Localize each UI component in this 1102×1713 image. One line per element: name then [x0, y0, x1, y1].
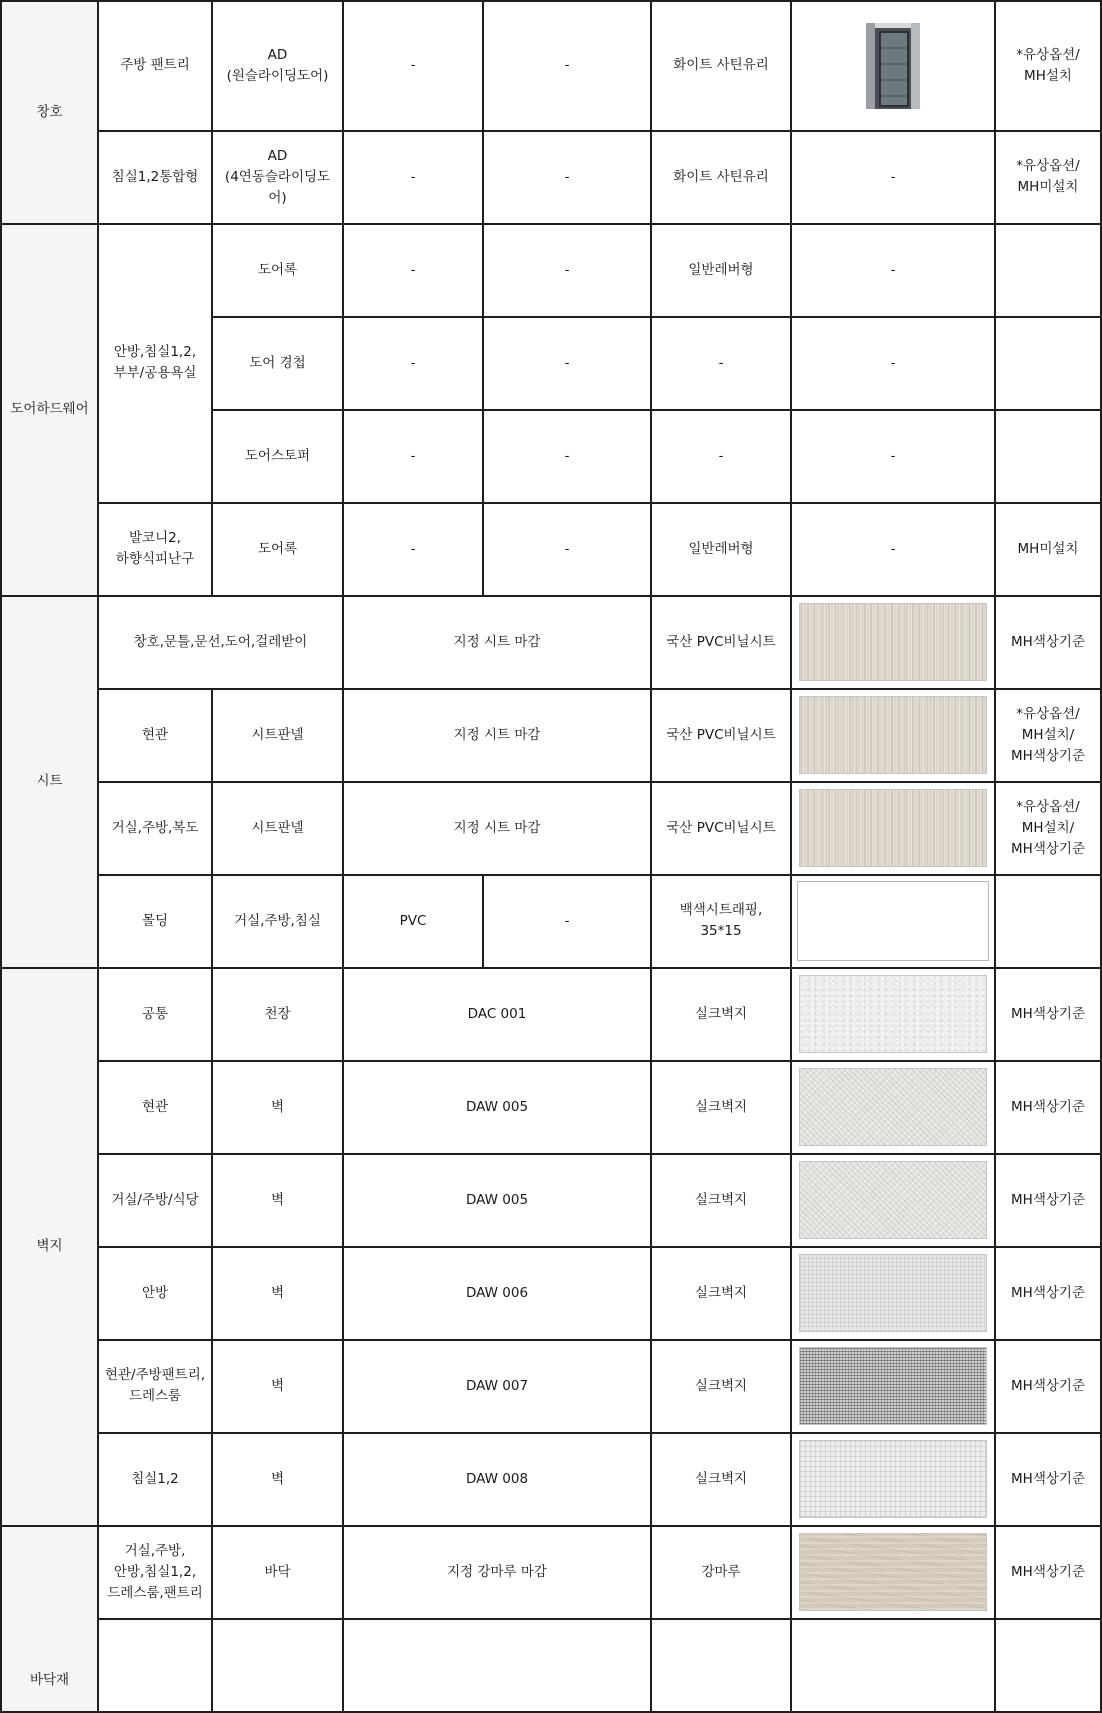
material-cell: 실크벽지	[651, 1340, 791, 1433]
image-cell	[791, 1433, 995, 1526]
image-cell	[791, 1247, 995, 1340]
location-cell	[98, 1619, 212, 1712]
spec-cell: DAW 005	[343, 1061, 651, 1154]
image-cell: -	[791, 410, 995, 503]
category-cell: 벽지	[1, 968, 98, 1526]
table-row	[1, 596, 1101, 689]
image-cell	[791, 968, 995, 1061]
wood-sheet-swatch	[799, 603, 987, 681]
spec-cell: -	[343, 410, 483, 503]
diagonal-wallpaper-swatch	[799, 1161, 987, 1239]
location-cell: 침실1,2통합형	[98, 131, 212, 224]
image-cell: -	[791, 131, 995, 224]
spec-cell: -	[483, 1, 651, 131]
item-cell: 도어스토퍼	[212, 410, 343, 503]
spec-cell: DAC 001	[343, 968, 651, 1061]
note-cell: MH색상기준	[995, 1061, 1101, 1154]
image-cell	[791, 596, 995, 689]
material-cell: 국산 PVC비닐시트	[651, 782, 791, 875]
spec-cell: -	[483, 317, 651, 410]
spec-cell: -	[343, 1, 483, 131]
item-cell: 시트판넬	[212, 782, 343, 875]
sliding-door-photo	[866, 23, 920, 109]
table-row	[1, 1061, 1101, 1154]
spec-cell: -	[343, 317, 483, 410]
table-row	[1, 1154, 1101, 1247]
wood-sheet-swatch	[799, 696, 987, 774]
material-cell: 실크벽지	[651, 1247, 791, 1340]
spec-cell: DAW 005	[343, 1154, 651, 1247]
image-cell: -	[791, 224, 995, 317]
spec-cell: -	[483, 131, 651, 224]
table-row	[1, 1433, 1101, 1526]
category-cell: 바닥재	[1, 1526, 98, 1712]
table-row	[1, 1247, 1101, 1340]
note-cell: MH색상기준	[995, 1433, 1101, 1526]
spec-cell: 지정 시트 마감	[343, 782, 651, 875]
grid-wallpaper-swatch	[799, 1440, 987, 1518]
location-cell: 안방,침실1,2, 부부/공용욕실	[98, 224, 212, 503]
material-cell: 실크벽지	[651, 968, 791, 1061]
item-cell: 벽	[212, 1061, 343, 1154]
table-row	[1, 1619, 1101, 1712]
image-cell	[791, 1, 995, 131]
image-cell	[791, 1061, 995, 1154]
image-cell	[791, 1154, 995, 1247]
note-cell: MH색상기준	[995, 1526, 1101, 1619]
note-cell	[995, 224, 1101, 317]
note-cell: *유상옵션/ MH설치	[995, 1, 1101, 131]
image-cell	[791, 1619, 995, 1712]
item-cell: 바닥	[212, 1526, 343, 1619]
spec-cell: -	[483, 410, 651, 503]
material-cell: -	[651, 317, 791, 410]
item-cell: 도어록	[212, 503, 343, 596]
location-cell: 현관	[98, 1061, 212, 1154]
item-cell: 벽	[212, 1247, 343, 1340]
wood-sheet-swatch	[799, 789, 987, 867]
item-cell: 도어록	[212, 224, 343, 317]
note-cell	[995, 875, 1101, 968]
location-cell: 공통	[98, 968, 212, 1061]
note-cell: MH색상기준	[995, 596, 1101, 689]
location-cell: 거실,주방, 안방,침실1,2, 드레스룸,팬트리	[98, 1526, 212, 1619]
location-cell: 안방	[98, 1247, 212, 1340]
item-cell: 벽	[212, 1154, 343, 1247]
material-cell: 백색시트래핑, 35*15	[651, 875, 791, 968]
note-cell: MH미설치	[995, 503, 1101, 596]
note-cell	[995, 1619, 1101, 1712]
table-row	[1, 782, 1101, 875]
material-cell: 실크벽지	[651, 1061, 791, 1154]
spec-cell	[343, 1619, 651, 1712]
material-cell: 화이트 사틴유리	[651, 1, 791, 131]
item-cell: 거실,주방,침실	[212, 875, 343, 968]
item-cell: AD (원슬라이딩도어)	[212, 1, 343, 131]
material-cell: 실크벽지	[651, 1154, 791, 1247]
location-cell: 현관/주방팬트리, 드레스룸	[98, 1340, 212, 1433]
spec-cell: -	[483, 224, 651, 317]
spec-cell: -	[483, 503, 651, 596]
location-cell: 주방 팬트리	[98, 1, 212, 131]
material-cell: 실크벽지	[651, 1433, 791, 1526]
weave-wallpaper-swatch	[799, 1254, 987, 1332]
image-cell	[791, 782, 995, 875]
table-row	[1, 968, 1101, 1061]
note-cell: MH색상기준	[995, 1154, 1101, 1247]
category-cell: 시트	[1, 596, 98, 968]
spec-cell: -	[343, 503, 483, 596]
spec-cell: 지정 시트 마감	[343, 596, 651, 689]
material-cell	[651, 1619, 791, 1712]
note-cell: *유상옵션/ MH설치/ MH색상기준	[995, 689, 1101, 782]
item-cell	[212, 1619, 343, 1712]
location-cell: 몰딩	[98, 875, 212, 968]
spec-cell: 지정 시트 마감	[343, 689, 651, 782]
spec-cell: DAW 008	[343, 1433, 651, 1526]
wood-floor-swatch	[799, 1533, 987, 1611]
table-row	[1, 503, 1101, 596]
spec-cell: DAW 006	[343, 1247, 651, 1340]
image-cell	[791, 875, 995, 968]
note-cell: MH색상기준	[995, 1247, 1101, 1340]
location-cell: 침실1,2	[98, 1433, 212, 1526]
category-cell: 도어하드웨어	[1, 224, 98, 596]
material-cell: 강마루	[651, 1526, 791, 1619]
item-cell: AD (4연동슬라이딩도어)	[212, 131, 343, 224]
table-row	[1, 131, 1101, 224]
location-cell: 발코니2, 하향식피난구	[98, 503, 212, 596]
note-cell: MH색상기준	[995, 1340, 1101, 1433]
ceiling-wallpaper-swatch	[799, 975, 987, 1053]
table-row	[1, 689, 1101, 782]
note-cell: *유상옵션/ MH설치/ MH색상기준	[995, 782, 1101, 875]
location-cell: 거실,주방,복도	[98, 782, 212, 875]
material-cell: 국산 PVC비닐시트	[651, 689, 791, 782]
material-cell: 화이트 사틴유리	[651, 131, 791, 224]
note-cell: *유상옵션/ MH미설치	[995, 131, 1101, 224]
location-cell: 거실/주방/식당	[98, 1154, 212, 1247]
white-swatch	[797, 881, 989, 961]
image-cell	[791, 1526, 995, 1619]
material-cell: 일반레버형	[651, 224, 791, 317]
spec-cell: DAW 007	[343, 1340, 651, 1433]
table-row	[1, 1526, 1101, 1619]
item-cell: 도어 경첩	[212, 317, 343, 410]
location-cell: 창호,문틀,문선,도어,걸레받이	[98, 596, 343, 689]
material-cell: 국산 PVC비닐시트	[651, 596, 791, 689]
image-cell	[791, 1340, 995, 1433]
note-cell	[995, 410, 1101, 503]
table-row	[1, 1, 1101, 131]
diagonal-wallpaper-swatch	[799, 1068, 987, 1146]
note-cell	[995, 317, 1101, 410]
category-cell: 창호	[1, 1, 98, 224]
item-cell: 벽	[212, 1433, 343, 1526]
spec-cell: -	[343, 131, 483, 224]
location-cell: 현관	[98, 689, 212, 782]
spec-cell: PVC	[343, 875, 483, 968]
table-row	[1, 224, 1101, 317]
material-cell: 일반레버형	[651, 503, 791, 596]
item-cell: 벽	[212, 1340, 343, 1433]
spec-cell: -	[483, 875, 651, 968]
note-cell: MH색상기준	[995, 968, 1101, 1061]
spec-cell: 지정 강마루 마감	[343, 1526, 651, 1619]
spec-cell: -	[343, 224, 483, 317]
image-cell: -	[791, 317, 995, 410]
material-cell: -	[651, 410, 791, 503]
item-cell: 천장	[212, 968, 343, 1061]
table-row	[1, 1340, 1101, 1433]
dark-wallpaper-swatch	[799, 1347, 987, 1425]
item-cell: 시트판넬	[212, 689, 343, 782]
table-row	[1, 875, 1101, 968]
image-cell	[791, 689, 995, 782]
image-cell: -	[791, 503, 995, 596]
